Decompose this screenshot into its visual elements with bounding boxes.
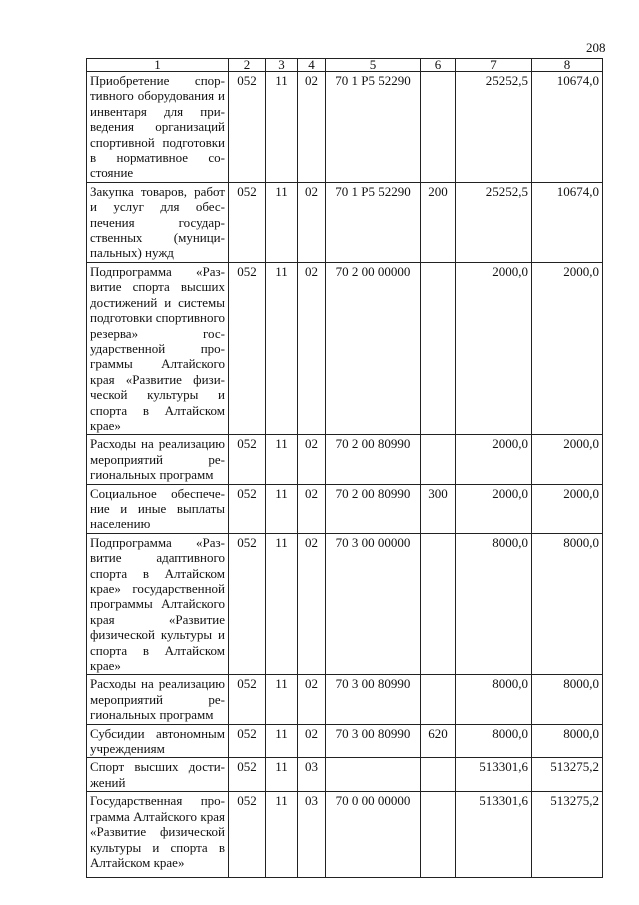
row-section-cell: 11 (266, 262, 298, 434)
column-header: 5 (326, 59, 421, 72)
row-expense-type-cell (421, 533, 456, 675)
column-header: 8 (532, 59, 603, 72)
column-header: 3 (266, 59, 298, 72)
row-amount-8-cell: 8000,0 (532, 724, 603, 758)
row-code-cell: 052 (229, 724, 266, 758)
row-section-cell: 11 (266, 758, 298, 792)
table-row (87, 533, 603, 675)
row-target-article-cell: 70 3 00 00000 (326, 533, 421, 675)
row-subsection-cell: 02 (298, 435, 326, 484)
row-amount-8-cell: 8000,0 (532, 533, 603, 675)
row-target-article-cell: 70 3 00 80990 (326, 724, 421, 758)
row-amount-7-cell: 2000,0 (456, 435, 532, 484)
row-amount-7-cell: 8000,0 (456, 724, 532, 758)
row-code-cell: 052 (229, 792, 266, 878)
row-section-cell: 11 (266, 792, 298, 878)
row-code-cell: 052 (229, 533, 266, 675)
row-subsection-cell: 02 (298, 182, 326, 262)
row-expense-type-cell (421, 758, 456, 792)
row-expense-type-cell (421, 262, 456, 434)
row-target-article-cell (326, 758, 421, 792)
row-amount-8-cell: 10674,0 (532, 72, 603, 183)
row-amount-7-cell: 513301,6 (456, 792, 532, 878)
row-expense-type-cell (421, 675, 456, 724)
row-subsection-cell: 02 (298, 72, 326, 183)
row-target-article-cell: 70 2 00 00000 (326, 262, 421, 434)
row-name-cell: Закупка товаров, работ и услуг для обеспечения государственных (муниципальных) нужд (87, 182, 229, 262)
row-section-cell: 11 (266, 72, 298, 183)
row-expense-type-cell (421, 792, 456, 878)
row-target-article-cell: 70 3 00 80990 (326, 675, 421, 724)
column-header: 7 (456, 59, 532, 72)
row-name-cell: Спорт высших достижений (87, 758, 229, 792)
row-section-cell: 11 (266, 724, 298, 758)
row-section-cell: 11 (266, 182, 298, 262)
table-row (87, 724, 603, 758)
row-section-cell: 11 (266, 435, 298, 484)
row-amount-7-cell: 513301,6 (456, 758, 532, 792)
column-header: 2 (229, 59, 266, 72)
row-target-article-cell: 70 1 Р5 52290 (326, 72, 421, 183)
row-target-article-cell: 70 0 00 00000 (326, 792, 421, 878)
row-amount-8-cell: 2000,0 (532, 435, 603, 484)
row-name-cell: Подпрограмма «Развитие спорта высших достижений и системы подготовки спортивного резерва» государственной программы Алтайского края «Развитие физической культуры и спорта в Алтайском крае» (87, 262, 229, 434)
row-code-cell: 052 (229, 758, 266, 792)
table-row (87, 758, 603, 792)
row-amount-7-cell: 8000,0 (456, 675, 532, 724)
row-expense-type-cell: 620 (421, 724, 456, 758)
row-expense-type-cell: 200 (421, 182, 456, 262)
row-amount-7-cell: 25252,5 (456, 72, 532, 183)
row-code-cell: 052 (229, 435, 266, 484)
column-header: 1 (87, 59, 229, 72)
row-target-article-cell: 70 2 00 80990 (326, 484, 421, 533)
row-section-cell: 11 (266, 675, 298, 724)
row-amount-8-cell: 8000,0 (532, 675, 603, 724)
column-header: 6 (421, 59, 456, 72)
row-expense-type-cell (421, 72, 456, 183)
row-name-cell: Расходы на реализацию мероприятий региональных программ (87, 435, 229, 484)
row-amount-8-cell: 513275,2 (532, 758, 603, 792)
row-code-cell: 052 (229, 182, 266, 262)
row-amount-8-cell: 513275,2 (532, 792, 603, 878)
row-amount-8-cell: 10674,0 (532, 182, 603, 262)
row-amount-7-cell: 25252,5 (456, 182, 532, 262)
table-row (87, 262, 603, 434)
row-amount-7-cell: 2000,0 (456, 262, 532, 434)
row-name-cell: Приобретение спортивного оборудования и инвентаря для приведения организаций спортивной подготовки в нормативное состояние (87, 72, 229, 183)
row-amount-7-cell: 8000,0 (456, 533, 532, 675)
row-amount-7-cell: 2000,0 (456, 484, 532, 533)
row-subsection-cell: 02 (298, 675, 326, 724)
table-row (87, 675, 603, 724)
table-row (87, 182, 603, 262)
row-code-cell: 052 (229, 484, 266, 533)
row-subsection-cell: 02 (298, 262, 326, 434)
row-subsection-cell: 02 (298, 484, 326, 533)
row-code-cell: 052 (229, 72, 266, 183)
row-amount-8-cell: 2000,0 (532, 262, 603, 434)
table-row (87, 72, 603, 183)
column-header: 4 (298, 59, 326, 72)
row-subsection-cell: 02 (298, 533, 326, 675)
table-row (87, 792, 603, 878)
row-section-cell: 11 (266, 533, 298, 675)
row-name-cell: Субсидии автономным учреждениям (87, 724, 229, 758)
row-subsection-cell: 03 (298, 758, 326, 792)
row-code-cell: 052 (229, 262, 266, 434)
row-expense-type-cell (421, 435, 456, 484)
row-name-cell: Расходы на реализацию мероприятий региональных программ (87, 675, 229, 724)
row-code-cell: 052 (229, 675, 266, 724)
page-number: 208 (586, 40, 606, 55)
row-section-cell: 11 (266, 484, 298, 533)
row-amount-8-cell: 2000,0 (532, 484, 603, 533)
row-name-cell: Социальное обеспечение и иные выплаты населению (87, 484, 229, 533)
row-name-cell: Подпрограмма «Развитие адаптивного спорта в Алтайском крае» государственной программы Алтайского края «Развитие физической культуры и спорта в Алтайском крае» (87, 533, 229, 675)
row-target-article-cell: 70 1 Р5 52290 (326, 182, 421, 262)
table-row (87, 484, 603, 533)
row-target-article-cell: 70 2 00 80990 (326, 435, 421, 484)
row-subsection-cell: 02 (298, 724, 326, 758)
row-subsection-cell: 03 (298, 792, 326, 878)
budget-table (86, 58, 603, 878)
row-name-cell: Государственная программа Алтайского края «Развитие физической культуры и спорта в Алтайском крае» (87, 792, 229, 878)
row-expense-type-cell: 300 (421, 484, 456, 533)
table-row (87, 435, 603, 484)
header-row (87, 59, 603, 72)
